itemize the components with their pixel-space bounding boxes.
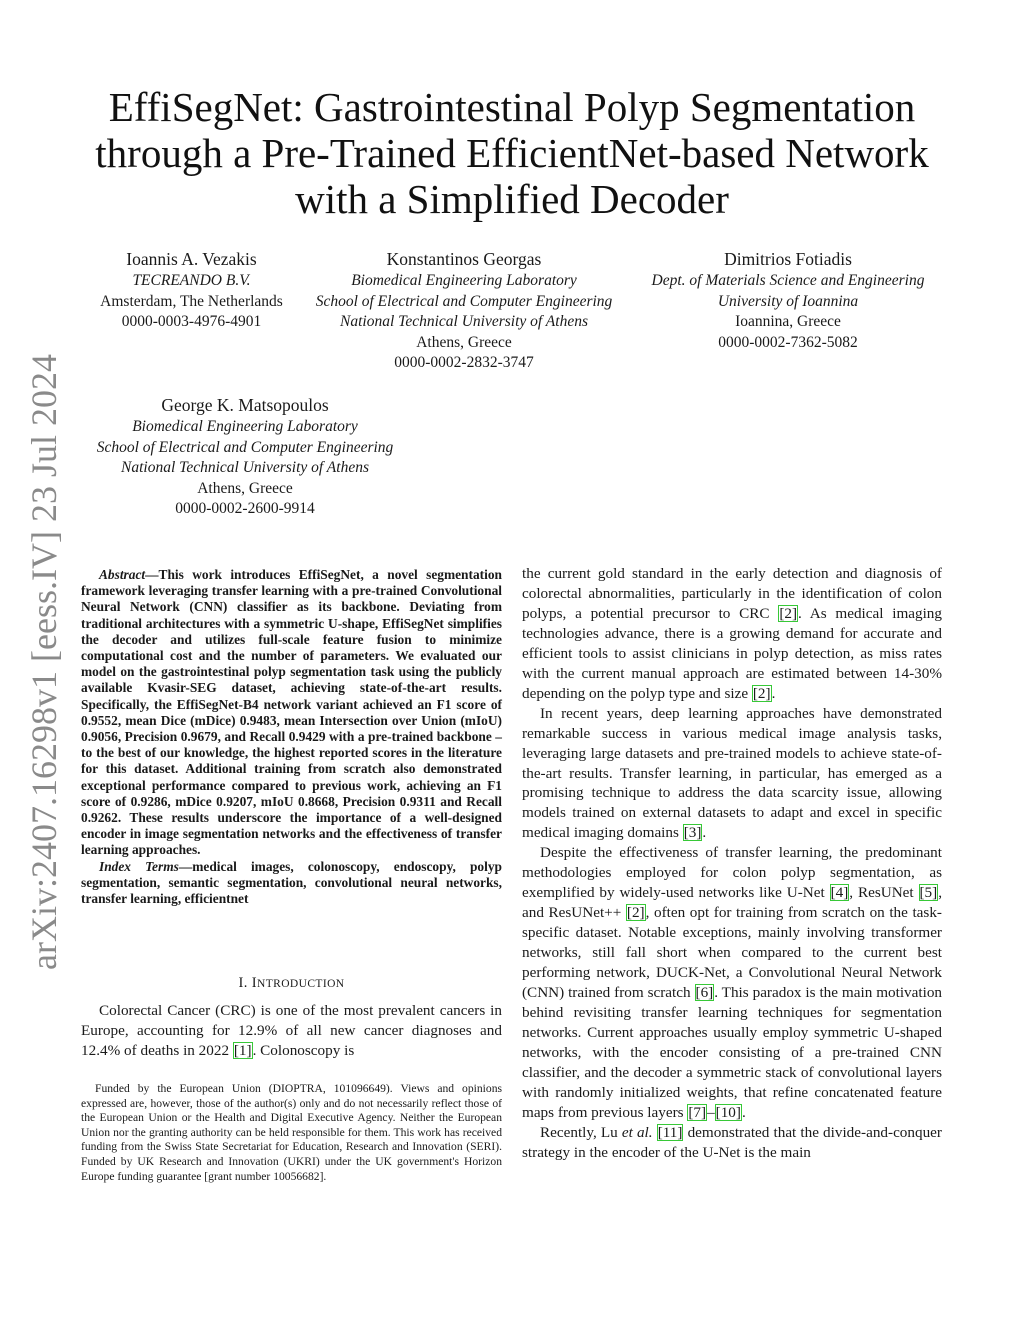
text-run: Colorectal Cancer (CRC) is one of the most prevalent cancers in Europe, accounting for 12.9% of all new cancer diagnoses and 12.4% of deaths in 2022: [81, 1002, 502, 1059]
intro-text: [81, 1001, 502, 1061]
text-run: Recently, Lu: [540, 1123, 622, 1141]
body-paragraph: [522, 704, 942, 844]
author-location: Ioannina, Greece: [735, 313, 841, 331]
section-title-rest: NTRODUCTION: [257, 978, 345, 990]
title-line: through a Pre-Trained EfficientNet-based Network: [95, 130, 929, 176]
citation-link[interactable]: [1]: [233, 1041, 252, 1059]
title-line: EffiSegNet: Gastrointestinal Polyp Segmentation: [108, 84, 916, 130]
abstract-label: Abstract: [99, 567, 146, 582]
index-terms-label: Index Terms: [99, 858, 179, 874]
body-paragraph: [522, 1123, 942, 1163]
text-run: Despite the effectiveness of transfer learning, the predominant methodologies employed for colon polyp segmentation, as exemplified by widely-used networks like U-Net: [522, 844, 942, 902]
abstract: [81, 567, 502, 907]
funding-footnote: [81, 1082, 502, 1184]
author-orcid: 0000-0002-7362-5082: [718, 333, 858, 351]
author-affiliation: National Technical University of Athens: [340, 313, 588, 331]
author-location: Athens, Greece: [197, 479, 293, 497]
citation-link[interactable]: [2]: [752, 684, 771, 702]
author-location: Amsterdam, The Netherlands: [100, 292, 283, 310]
text-run: , often opt for training from scratch on the task-specific dataset. Notable exceptions, mainly involving transformer networks, still fall short when compared to the current best performing network, DUCK-Net, a Convolutional Neural Network (CNN) trained from scratch: [522, 904, 942, 1002]
citation-link[interactable]: [2]: [626, 904, 645, 922]
citation-link[interactable]: [10]: [715, 1103, 741, 1121]
text-run: et al.: [621, 1123, 653, 1141]
author-affiliation: Biomedical Engineering Laboratory: [132, 418, 358, 435]
text-run: . As medical imaging technologies advance, there is a growing demand for accurate and efficient tools to assist clinicians in polyp detection, as miss rates with the current manual approach are estimated between 14-30% depending on the polyp type and size: [522, 604, 942, 702]
author-name: Dimitrios Fotiadis: [724, 249, 852, 269]
text-run: , and ResUNet++: [522, 884, 943, 922]
citation-link[interactable]: [7]: [688, 1103, 707, 1121]
citation-link[interactable]: [3]: [683, 824, 702, 842]
author-block-fotiadis: [628, 248, 948, 353]
text-run: .: [702, 824, 707, 842]
author-affiliation: National Technical University of Athens: [121, 459, 369, 477]
index-terms-body: —medical images, colonoscopy, endoscopy, polyp segmentation, semantic segmentation, convolutional neural networks, transfer learning, efficientnet: [81, 858, 502, 907]
citation-link[interactable]: [6]: [695, 984, 714, 1002]
author-affiliation: Biomedical Engineering Laboratory: [351, 272, 577, 289]
text-run: In recent years, deep learning approaches have demonstrated remarkable success in various medical image analysis tasks, leveraging large datasets and pre-trained models to achieve state-of-the-art results. Transfer learning, in particular, has emerged as a promising technique to address the data scarcity issue, allowing models trained on external datasets to adapt and excel in specific medical imaging domains: [522, 704, 942, 842]
author-block-georgas: [294, 248, 634, 374]
author-affiliation: Dept. of Materials Science and Engineering: [651, 272, 925, 289]
text-run: –: [707, 1103, 715, 1121]
author-name: George K. Matsopoulos: [161, 395, 329, 415]
text-run: .: [771, 684, 776, 702]
author-block-matsopoulos: [75, 394, 415, 520]
author-affiliation: School of Electrical and Computer Engineering: [315, 292, 613, 310]
abstract-body: —This work introduces EffiSegNet, a novel segmentation framework leveraging transfer learning with a pre-trained Convolutional Neural Network (CNN) classifier as its backbone. Deviating from traditional architectures with a symmetric U-shape, EffiSegNet simplifies the decoder and utilizes full-scale feature fusion to minimize computational cost and the number of parameters. We evaluated our model on the gastrointestinal polyp segmentation task using the publicly available Kvasir-SEG dataset, achieving state-of-the-art results. Specifically, the EffiSegNet-B4 network variant achieved an F1 score of 0.9552, mean Dice (mDice) 0.9483, mean Intersection over Union (mIoU) 0.9056, Precision 0.9679, and Recall 0.9429 with a pre-trained backbone – to the best of our knowledge, the highest reported scores in the literature for this dataset. Additional training from scratch also demonstrated exceptional performance compared to previous work, achieving an F1 score of 0.9286, mDice 0.9207, mIoU 0.8668, Precision 0.9311 and Recall 0.9262. These results underscore the importance of a well-designed encoder in image segmentation networks and the effectiveness of transfer learning approaches.: [81, 567, 502, 858]
author-block-vezakis: [83, 248, 300, 333]
intro-paragraph: [81, 1001, 502, 1061]
author-affiliation: School of Electrical and Computer Engineering: [96, 438, 394, 456]
title-line: with a Simplified Decoder: [295, 176, 729, 222]
author-affiliation: TECREANDO B.V.: [132, 272, 251, 289]
text-run: . Colonoscopy is: [252, 1041, 355, 1059]
right-column: [522, 564, 942, 1163]
text-run: . This paradox is the main motivation behind revisiting transfer learning techniques for segmentation networks. Current approaches usually employ symmetric U-shaped networks, with the encoder consisting of a pre-trained CNN classifier, and the decoder a symmetric stack of convolutional layers with randomly initialized weights, that refine concatenated feature maps from previous layers: [522, 984, 943, 1121]
author-name: Ioannis A. Vezakis: [126, 249, 257, 269]
paper-title: [80, 84, 944, 222]
author-orcid: 0000-0002-2600-9914: [175, 500, 315, 518]
citation-link[interactable]: [2]: [779, 604, 798, 622]
author-location: Athens, Greece: [416, 333, 512, 351]
author-orcid: 0000-0003-4976-4901: [121, 313, 262, 331]
author-affiliation: University of Ioannina: [717, 292, 859, 310]
arxiv-identifier: arXiv:2407.16298v1 [eess.IV] 23 Jul 2024: [24, 354, 64, 970]
section-title-initial: I: [251, 975, 258, 991]
text-run: .: [741, 1103, 746, 1121]
text-run: demonstrated that the divide-and-conquer strategy in the encoder of the U-Net is the main: [522, 1123, 942, 1161]
index-terms-paragraph: [81, 859, 502, 908]
body-paragraph: [522, 564, 942, 704]
author-orcid: 0000-0002-2832-3747: [394, 354, 534, 372]
footnote-text: Funded by the European Union (DIOPTRA, 101096649). Views and opinions expressed are, however, those of the author(s) only and do not necessarily reflect those of the European Union or the Health and Digital Executive Agency. Neither the European Union nor the granting authority can be held responsible for them. This work has received funding from the Swiss State Secretariat for Education, Research and Innovation (SERI). Funded by UK Research and Innovation (UKRI) under the UK government's Horizon Europe funding guarantee [grant number 10056682].: [81, 1082, 502, 1183]
citation-link[interactable]: [4]: [830, 884, 849, 902]
body-paragraph: [522, 843, 942, 1122]
section-number: I.: [238, 975, 252, 991]
text-run: , ResUNet: [849, 884, 919, 902]
text-run: the current gold standard in the early detection and diagnosis of colorectal abnormalities, particularly in the identification of colon polyps, a potential precursor to CRC: [522, 565, 942, 622]
abstract-paragraph: [81, 567, 502, 859]
citation-link[interactable]: [11]: [657, 1123, 683, 1141]
citation-link[interactable]: [5]: [919, 884, 938, 902]
author-name: Konstantinos Georgas: [386, 249, 542, 269]
section-heading-introduction: [81, 974, 502, 993]
